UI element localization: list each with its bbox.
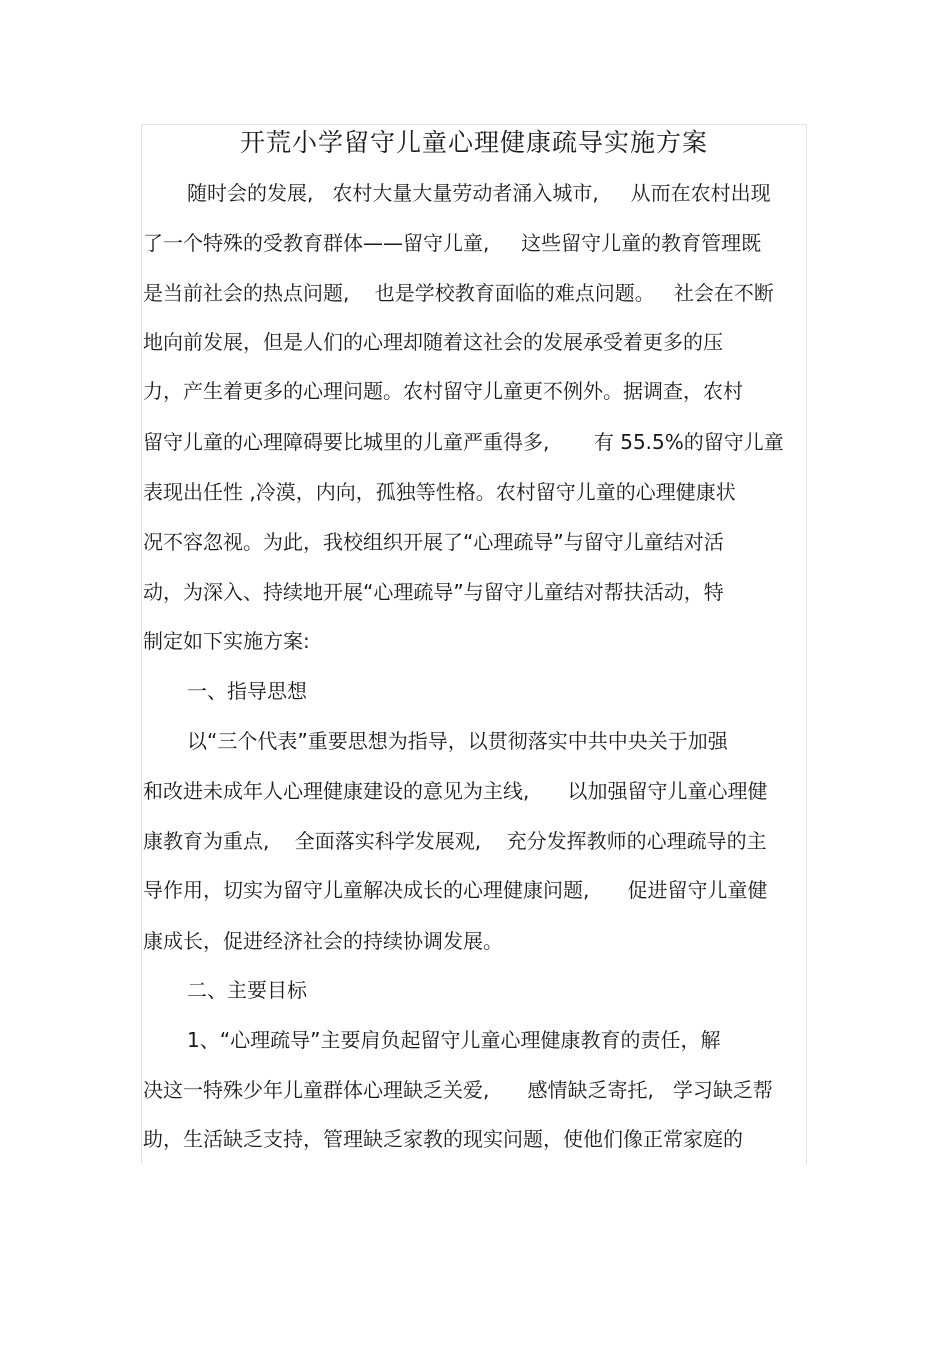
section-heading: 二、主要目标 [187, 978, 307, 1002]
body-line: 是当前社会的热点问题, 也是学校教育面临的难点问题。 社会在不断 [143, 281, 774, 305]
body-line: 康教育为重点, 全面落实科学发展观, 充分发挥教师的心理疏导的主 [143, 829, 767, 853]
body-line: 况不容忽视。为此，我校组织开展了“心理疏导”与留守儿童结对活 [143, 530, 724, 554]
body-line: 助，生活缺乏支持，管理缺乏家教的现实问题，使他们像正常家庭的 [143, 1127, 743, 1151]
body-line: 1、“心理疏导”主要肩负起留守儿童心理健康教育的责任，解 [187, 1028, 721, 1052]
section-heading: 一、指导思想 [187, 679, 307, 703]
page-border-right [806, 124, 807, 1164]
body-line: 了一个特殊的受教育群体——留守儿童, 这些留守儿童的教育管理既 [143, 231, 762, 255]
body-line: 制定如下实施方案: [143, 629, 310, 653]
body-line: 康成长，促进经济社会的持续协调发展。 [143, 929, 503, 953]
body-line: 地向前发展，但是人们的心理却随着这社会的发展承受着更多的压 [143, 330, 723, 354]
body-line: 决这一特殊少年儿童群体心理缺乏关爱, 感情缺乏寄托, 学习缺乏帮 [143, 1078, 773, 1102]
body-line: 随时会的发展, 农村大量大量劳动者涌入城市, 从而在农村出现 [187, 181, 771, 205]
body-line: 导作用，切实为留守儿童解决成长的心理健康问题, 促进留守儿童健 [143, 878, 768, 902]
body-line: 以“三个代表”重要思想为指导，以贯彻落实中共中央关于加强 [187, 729, 728, 753]
body-line: 力，产生着更多的心理问题。农村留守儿童更不例外。据调查，农村 [143, 379, 743, 403]
body-line: 动，为深入、持续地开展“心理疏导”与留守儿童结对帮扶活动，特 [143, 580, 724, 604]
document-title: 开荒小学留守儿童心理健康疏导实施方案 [239, 128, 708, 157]
body-line: 表现出任性 ,冷漠，内向，孤独等性格。农村留守儿童的心理健康状 [143, 480, 736, 504]
body-line: 和改进未成年人心理健康建设的意见为主线, 以加强留守儿童心理健 [143, 779, 768, 803]
page-border-left [141, 124, 142, 1164]
body-line: 留守儿童的心理障碍要比城里的儿童严重得多, 有 55.5%的留守儿童 [143, 430, 784, 454]
